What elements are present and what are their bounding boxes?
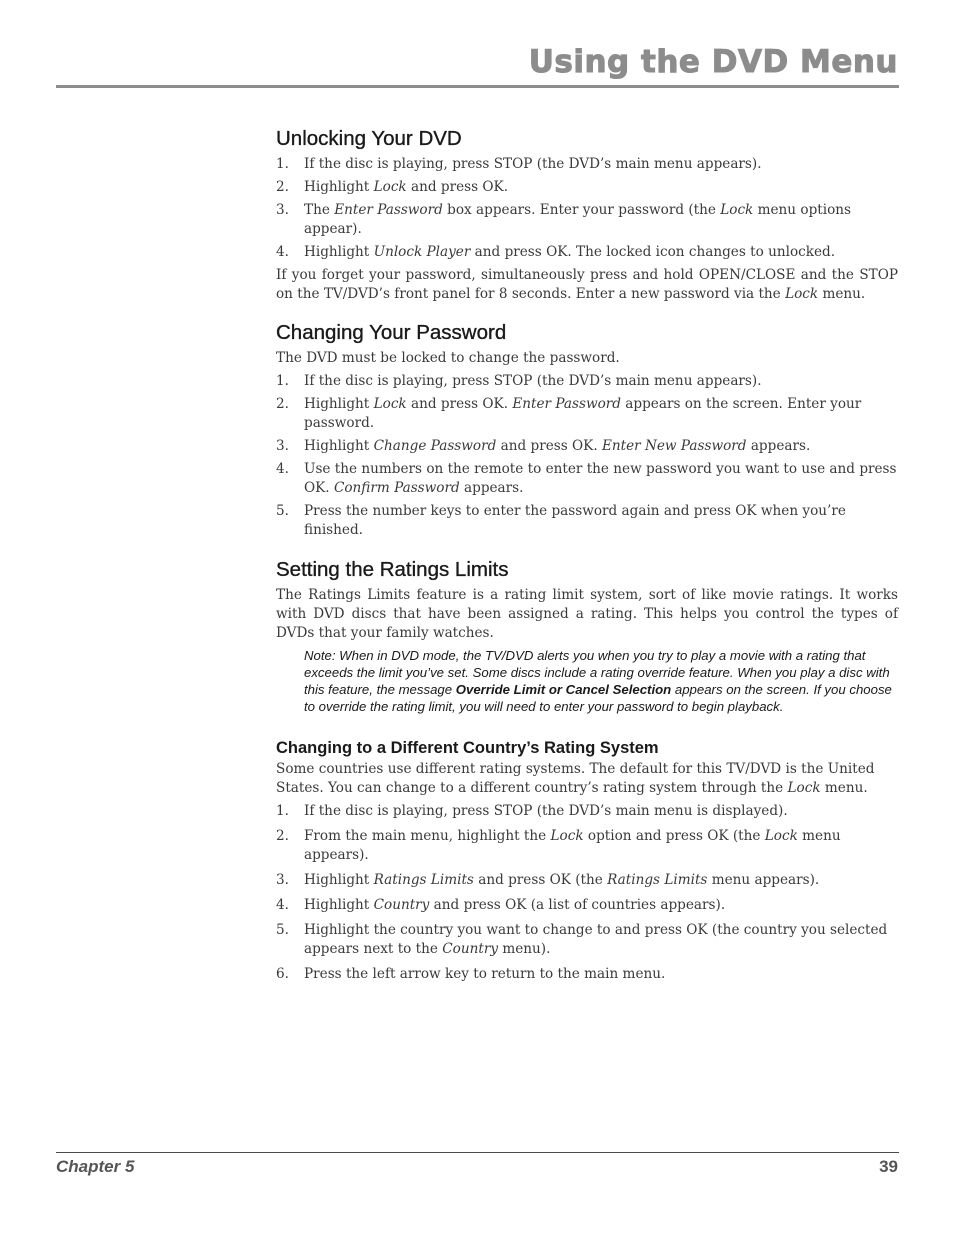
italic-term: Lock: [720, 202, 754, 218]
italic-term: Enter Password: [334, 202, 443, 218]
list-item: [276, 243, 898, 262]
text-run: box appears. Enter your password (the: [442, 202, 721, 218]
list-item: [276, 871, 898, 890]
bold-term: Override Limit or Cancel Selection: [455, 682, 672, 697]
text-run: appears on the screen. If you choose to override the rating limit, you will need to enter your password to begin playback.: [304, 682, 892, 714]
list-item: [276, 460, 898, 498]
steps-unlocking: [276, 155, 898, 262]
step-number: 2.: [276, 828, 289, 844]
list-item: [276, 896, 898, 915]
text-run: If the disc is playing, press STOP (the DVD’s main menu is displayed).: [304, 803, 788, 819]
text-run: and press OK. The locked icon changes to unlocked.: [470, 244, 836, 260]
list-item: [276, 178, 898, 197]
text-run: Highlight: [304, 872, 374, 888]
section-unlocking: [276, 126, 898, 304]
step-number: 3.: [276, 202, 289, 218]
step-number: 1.: [276, 156, 289, 172]
text-run: and press OK.: [406, 396, 513, 412]
list-item: [276, 965, 898, 984]
footer-divider: [56, 1152, 899, 1153]
text-run: If the disc is playing, press STOP (the DVD’s main menu appears).: [304, 156, 762, 172]
text-run: Highlight: [304, 179, 374, 195]
italic-term: Ratings Limits: [607, 872, 708, 888]
text-run: Use the numbers on the remote to enter the new password you want to use and press OK.: [304, 461, 897, 496]
step-number: 5.: [276, 922, 289, 938]
italic-term: Lock: [373, 179, 407, 195]
text-run: If the disc is playing, press STOP (the DVD’s main menu appears).: [304, 373, 762, 389]
list-item: [276, 502, 898, 540]
text-run: menu).: [498, 941, 551, 957]
steps-country: [276, 802, 898, 984]
text-run: appears on the screen. Enter your password.: [304, 396, 862, 431]
text-run: menu appears).: [707, 872, 820, 888]
italic-term: Confirm Password: [333, 480, 460, 496]
italic-term: Unlock Player: [373, 244, 471, 260]
text-run: Highlight the country you want to change to and press OK (the country you selected appears next to the: [304, 922, 888, 957]
paragraph-ratings-intro: [276, 586, 898, 643]
text-run: Press the number keys to enter the password again and press OK when you’re finished.: [304, 503, 846, 538]
text-run: menu options appear).: [304, 202, 851, 237]
list-item: [276, 802, 898, 821]
section-heading-unlocking: Unlocking Your DVD: [276, 127, 462, 150]
section-heading-password: Changing Your Password: [276, 321, 507, 344]
text-run: menu.: [818, 286, 866, 302]
text-run: menu.: [820, 780, 868, 796]
italic-term: Country: [373, 897, 430, 913]
subsection-heading-country: Changing to a Different Country’s Rating System: [276, 739, 659, 757]
step-number: 6.: [276, 966, 289, 982]
text-run: and press OK.: [406, 179, 509, 195]
italic-term: Ratings Limits: [373, 872, 474, 888]
list-item: [276, 201, 898, 239]
text-run: Highlight: [304, 438, 374, 454]
list-item: [276, 155, 898, 174]
text-run: and press OK.: [496, 438, 602, 454]
paragraph-password-intro: [276, 349, 898, 368]
italic-term: Lock: [785, 286, 819, 302]
list-item: [276, 827, 898, 865]
section-ratings: [276, 557, 898, 715]
text-run: Press the left arrow key to return to the main menu.: [304, 966, 666, 982]
paragraph-country-intro: [276, 760, 898, 798]
text-run: Some countries use different rating systems. The default for this TV/DVD is the United States. You can change to a different country’s rating system through the: [276, 761, 875, 796]
section-password: [276, 320, 898, 540]
title-divider: [56, 85, 899, 88]
italic-term: Lock: [550, 828, 584, 844]
list-item: [276, 437, 898, 456]
italic-term: Enter Password: [512, 396, 621, 412]
step-number: 3.: [276, 872, 289, 888]
italic-term: Lock: [373, 396, 407, 412]
italic-term: Change Password: [373, 438, 497, 454]
step-number: 4.: [276, 461, 289, 477]
list-item: [276, 921, 898, 959]
italic-term: Lock: [764, 828, 798, 844]
section-heading-ratings: Setting the Ratings Limits: [276, 558, 509, 581]
step-number: 1.: [276, 803, 289, 819]
text-run: The DVD must be locked to change the password.: [276, 350, 620, 366]
step-number: 3.: [276, 438, 289, 454]
list-item: [276, 372, 898, 391]
text-run: and press OK (a list of countries appears).: [429, 897, 726, 913]
step-number: 2.: [276, 396, 289, 412]
note-rating-override: [304, 647, 898, 715]
text-run: Highlight: [304, 396, 374, 412]
step-number: 2.: [276, 179, 289, 195]
step-number: 5.: [276, 503, 289, 519]
footer-page-number: 39: [879, 1157, 898, 1176]
text-run: The: [304, 202, 335, 218]
text-run: and press OK (the: [473, 872, 608, 888]
step-number: 4.: [276, 244, 289, 260]
text-run: appears.: [459, 480, 524, 496]
text-run: Highlight: [304, 897, 374, 913]
step-number: 4.: [276, 897, 289, 913]
text-run: menu appears).: [304, 828, 841, 863]
footer-chapter: Chapter 5: [56, 1157, 135, 1176]
text-run: Note: When in DVD mode, the TV/DVD alerts you when you try to play a movie with a rating that exceeds the limit you’ve set. Some discs include a rating override feature. When you play a disc with this feature, the message: [304, 648, 890, 697]
main-content: [276, 126, 898, 990]
text-run: If you forget your password, simultaneously press and hold OPEN/CLOSE and the STOP on the TV/DVD’s front panel for 8 seconds. Enter a new password via the: [276, 267, 898, 302]
text-run: The Ratings Limits feature is a rating limit system, sort of like movie ratings. It works with DVD discs that have been assigned a rating. This helps you control the types of DVDs that your family watches.: [276, 587, 898, 641]
text-run: Highlight: [304, 244, 374, 260]
italic-term: Lock: [787, 780, 821, 796]
section-country: [276, 737, 898, 984]
italic-term: Enter New Password: [601, 438, 747, 454]
page-title: Using the DVD Menu: [528, 44, 898, 80]
text-run: From the main menu, highlight the: [304, 828, 551, 844]
text-run: option and press OK (the: [583, 828, 765, 844]
step-number: 1.: [276, 373, 289, 389]
text-run: appears.: [746, 438, 811, 454]
list-item: [276, 395, 898, 433]
italic-term: Country: [442, 941, 499, 957]
paragraph-forgot-password: [276, 266, 898, 304]
steps-password: [276, 372, 898, 540]
